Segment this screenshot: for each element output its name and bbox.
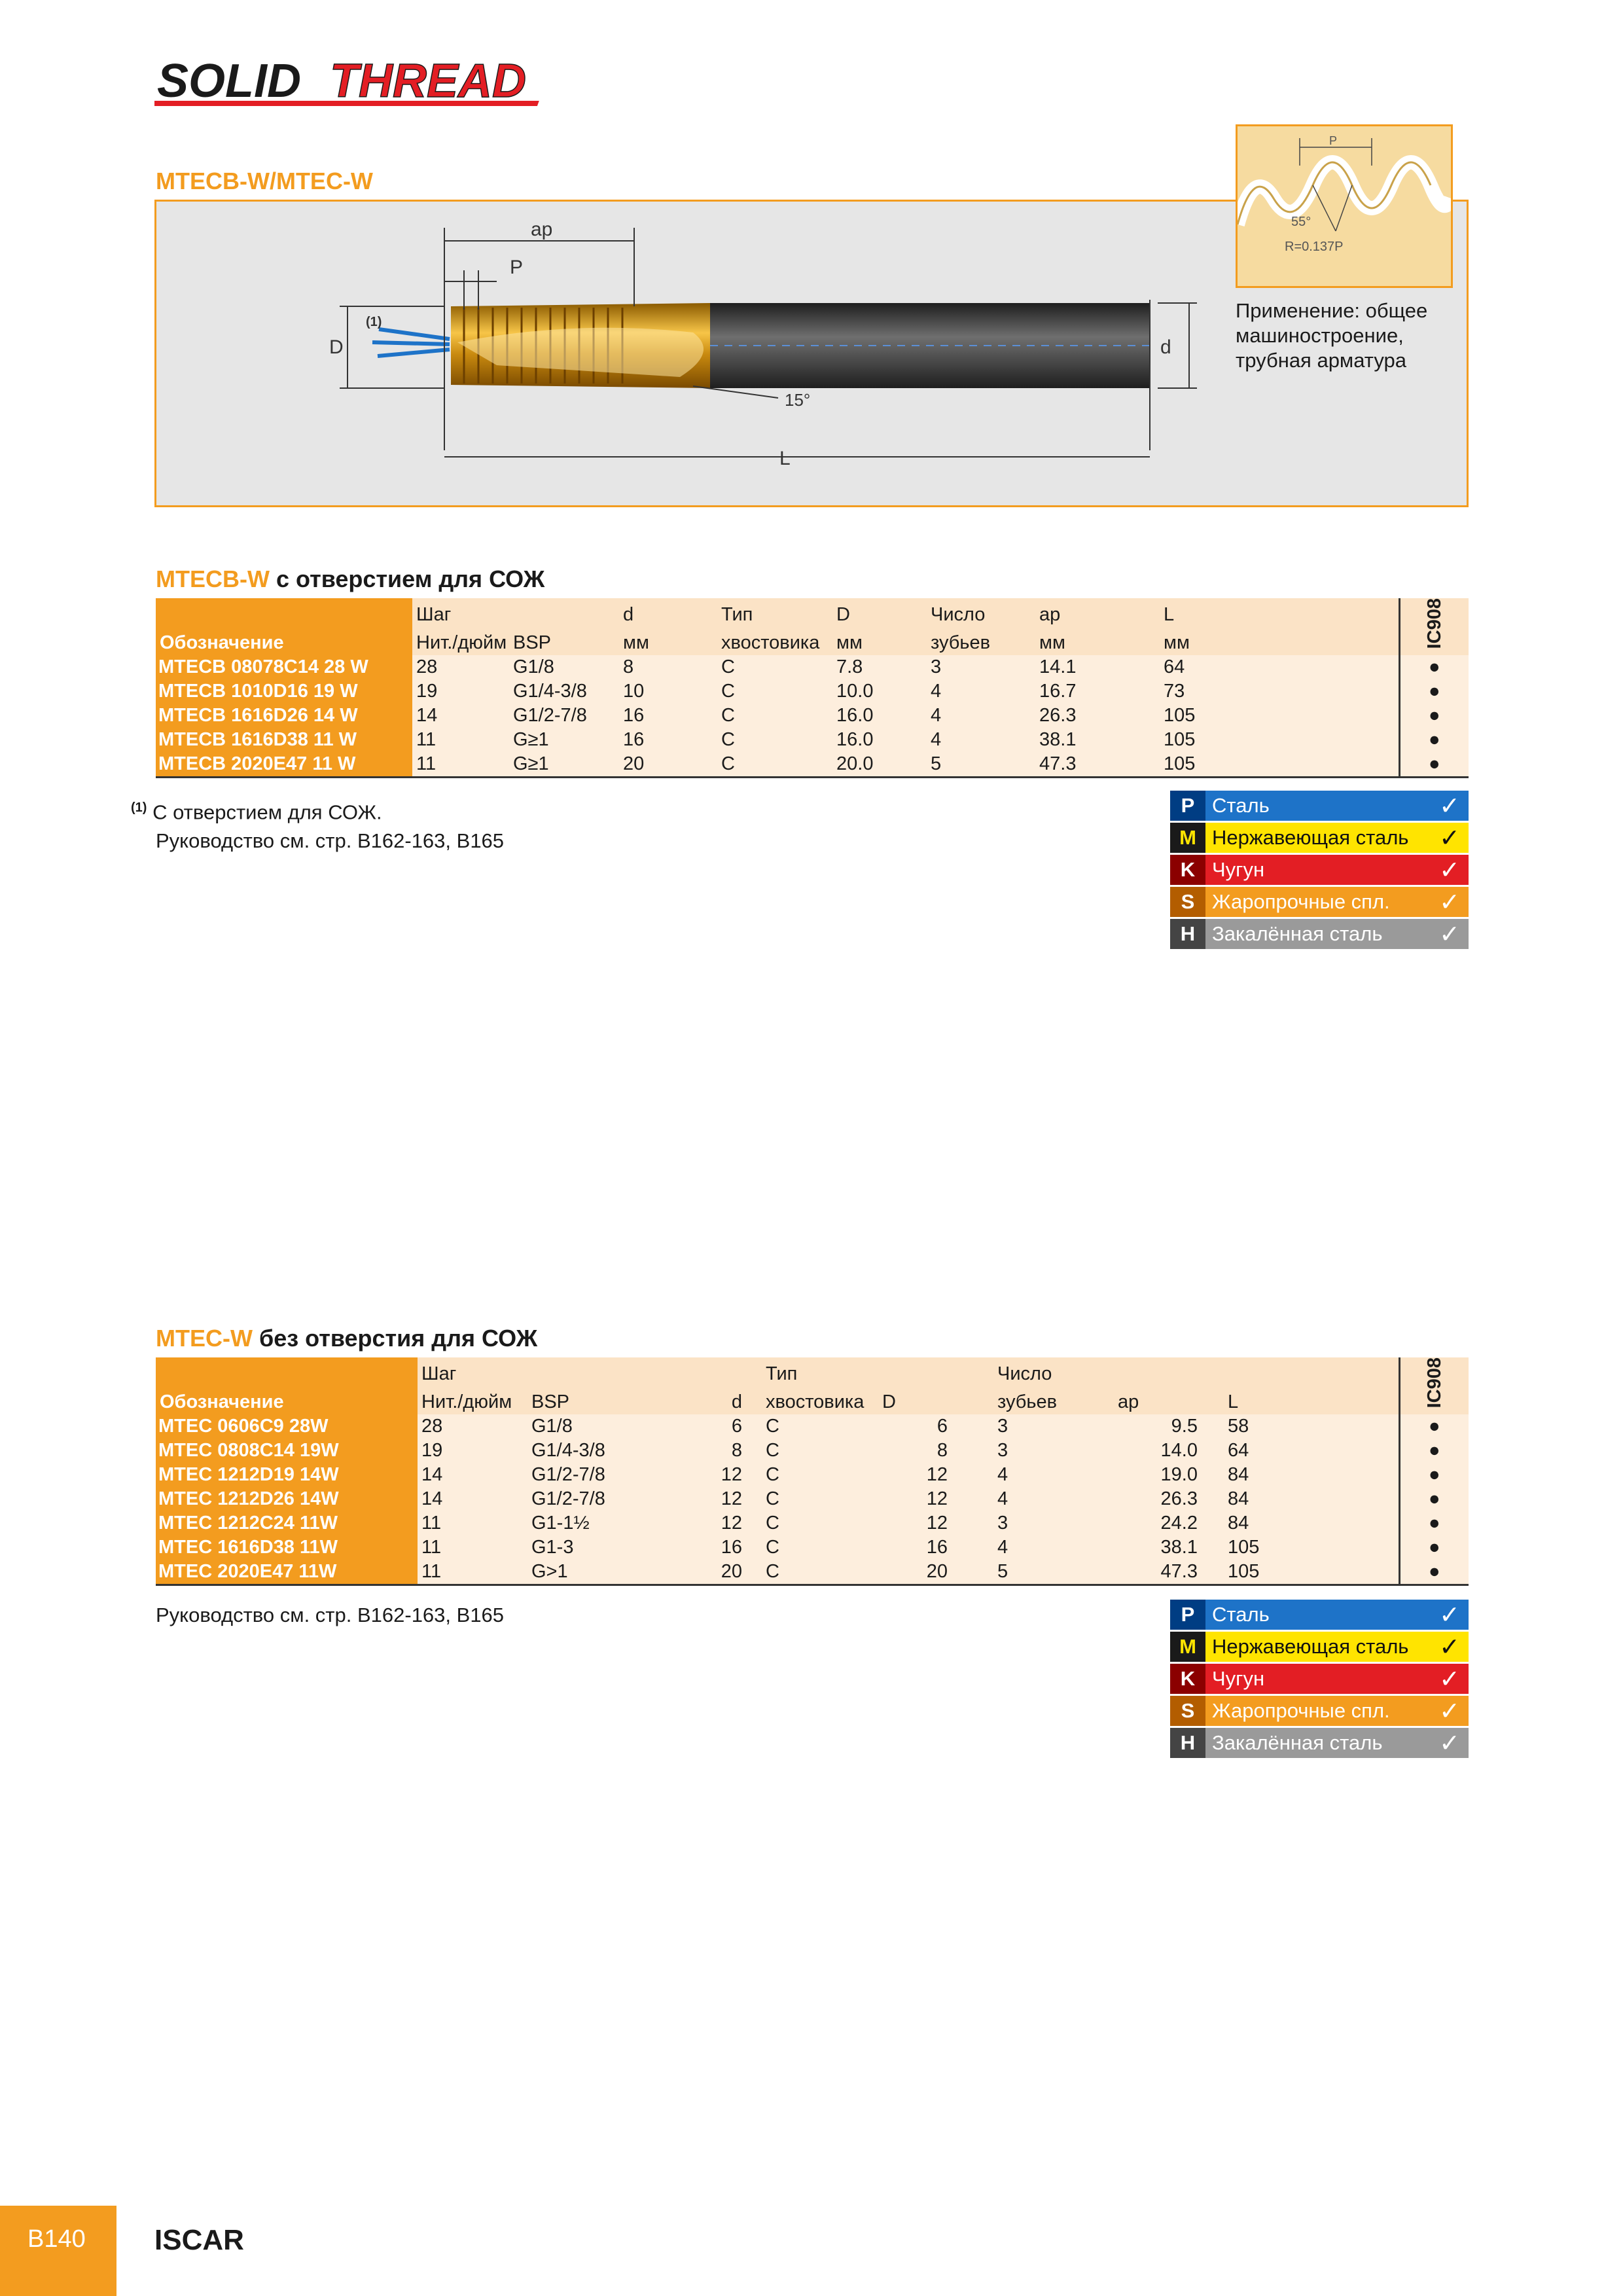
dim-angle: 15° bbox=[785, 390, 811, 410]
materials-legend-1 bbox=[1170, 791, 1469, 951]
thread-profile-inset bbox=[1236, 124, 1453, 288]
dim-D: D bbox=[329, 336, 344, 358]
table1: Шаг d Тип D Число ap L IC908 Обозначение Нит./дюйм BSP мм хвостовика мм зубьев мм мм MTECB 08078C14 28 W 28 G1/8 8 C 7.8 3 14.1 64 ● MTECB 1010D16 19 W 19 G1/4-3/8 10 C 10.0 4 16.7 73 ● MTECB 1616D26 14 W 14 G1/2-7/8 16 C 16.0 4 26.3 105 ● MTECB 1616D38 11 W 11 G≥1 16 C 16.0 4 38.1 105 ● MTECB 2020E47 11 W 11 G≥1 20 C 20.0 5 47.3 105 ● bbox=[156, 598, 1469, 778]
material-s: S Жаропрочные спл. ✓ bbox=[1170, 1696, 1469, 1728]
material-m: M Нержавеющая сталь ✓ bbox=[1170, 823, 1469, 855]
table2-title: MTEC-W без отверстия для СОЖ bbox=[156, 1325, 538, 1352]
page-number: B140 bbox=[27, 2225, 86, 2253]
table2-notes: Руководство см. стр. B162-163, B165 bbox=[156, 1604, 505, 1626]
grade-header: IC908 bbox=[1423, 1357, 1445, 1408]
table-row: MTECB 1010D16 19 W 19 G1/4-3/8 10 C 10.0 4 16.7 73 ● bbox=[156, 679, 1469, 704]
table-row: MTEC 0606C9 28W 28 G1/8 6 C 6 3 9.5 58 ● bbox=[156, 1414, 1469, 1439]
check-icon: ✓ bbox=[1431, 1728, 1469, 1758]
col-designation: Обозначение bbox=[156, 1386, 418, 1415]
check-icon: ✓ bbox=[1431, 1632, 1469, 1662]
material-m: M Нержавеющая сталь ✓ bbox=[1170, 1632, 1469, 1664]
application-text: Применение: общее машиностроение, трубная арматура bbox=[1236, 299, 1428, 372]
grade-header: IC908 bbox=[1423, 598, 1445, 649]
material-h: H Закалённая сталь ✓ bbox=[1170, 919, 1469, 951]
table-row: MTEC 1212D19 14W 14 G1/2-7/8 12 C 12 4 19.0 84 ● bbox=[156, 1463, 1469, 1487]
check-icon: ✓ bbox=[1431, 823, 1469, 853]
dim-d: d bbox=[1160, 336, 1171, 358]
logo-thread: THREAD bbox=[330, 55, 526, 107]
solidthread-logo bbox=[154, 54, 573, 113]
inset-angle: 55° bbox=[1291, 215, 1311, 229]
col-designation: Обозначение bbox=[156, 627, 412, 656]
table-row: MTEC 2020E47 11W 11 G>1 20 C 20 5 47.3 105 ● bbox=[156, 1560, 1469, 1585]
table1-title: MTECB-W с отверстием для СОЖ bbox=[156, 565, 545, 592]
table-row: MTECB 08078C14 28 W 28 G1/8 8 C 7.8 3 14.1 64 ● bbox=[156, 655, 1469, 679]
table-row: MTECB 1616D26 14 W 14 G1/2-7/8 16 C 16.0 4 26.3 105 ● bbox=[156, 704, 1469, 728]
check-icon: ✓ bbox=[1431, 855, 1469, 885]
material-k: K Чугун ✓ bbox=[1170, 855, 1469, 887]
check-icon: ✓ bbox=[1431, 1664, 1469, 1694]
material-s: S Жаропрочные спл. ✓ bbox=[1170, 887, 1469, 919]
check-icon: ✓ bbox=[1431, 919, 1469, 949]
inset-p: P bbox=[1329, 134, 1338, 147]
material-p: P Сталь ✓ bbox=[1170, 791, 1469, 823]
coolant-jets bbox=[372, 329, 450, 356]
drawing-note-ref: (1) bbox=[366, 315, 382, 329]
table-row: MTEC 0808C14 19W 19 G1/4-3/8 8 C 8 3 14.0 64 ● bbox=[156, 1439, 1469, 1463]
check-icon: ✓ bbox=[1431, 1600, 1469, 1630]
table-row: MTECB 1616D38 11 W 11 G≥1 16 C 16.0 4 38.1 105 ● bbox=[156, 728, 1469, 752]
material-p: P Сталь ✓ bbox=[1170, 1600, 1469, 1632]
material-h: H Закалённая сталь ✓ bbox=[1170, 1728, 1469, 1760]
table-row: MTECB 2020E47 11 W 11 G≥1 20 C 20.0 5 47.3 105 ● bbox=[156, 752, 1469, 778]
table-row: MTEC 1212C24 11W 11 G1-1½ 12 C 12 3 24.2 84 ● bbox=[156, 1511, 1469, 1535]
table-row: MTEC 1212D26 14W 14 G1/2-7/8 12 C 12 4 26.3 84 ● bbox=[156, 1487, 1469, 1511]
material-k: K Чугун ✓ bbox=[1170, 1664, 1469, 1696]
inset-radius: R=0.137P bbox=[1285, 240, 1344, 254]
section-title: MTECB-W/MTEC-W bbox=[156, 168, 373, 194]
materials-legend-2 bbox=[1170, 1600, 1469, 1760]
logo-solid: SOLID bbox=[157, 55, 302, 107]
check-icon: ✓ bbox=[1431, 1696, 1469, 1726]
dim-p: P bbox=[510, 257, 524, 278]
brand-name: ISCAR bbox=[154, 2224, 244, 2256]
table2: Шаг Тип Число IC908 Обозначение Нит./дюйм BSP d хвостовика D зубьев ap L MTEC 0606C9 28W 28 G1/8 6 C 6 3 9.5 58 ● MTEC 0808C14 19W 19 G1/4-3/8 8 C 8 3 14.0 64 ● MTEC 1212D19 14W 14 G1/2-7/8 12 C 12 4 19.0 84 ● MTEC 1212D26 14W 14 G1/2-7/8 12 C 12 4 26.3 84 ● MTEC 1212C24 11W 11 G1-1½ 12 C 12 3 24.2 84 ● MTEC 1616D38 11W 11 G1-3 16 C 16 4 38.1 105 ● MTEC 2020E47 11W 11 G>1 20 C 20 5 47.3 105 ● bbox=[156, 1357, 1469, 1586]
table-row: MTEC 1616D38 11W 11 G1-3 16 C 16 4 38.1 105 ● bbox=[156, 1535, 1469, 1560]
check-icon: ✓ bbox=[1431, 887, 1469, 917]
dim-L: L bbox=[779, 448, 791, 469]
table1-notes: $^{(1)}$ С отверстием для СОЖ. Руководство см. стр. B162-163, B165 bbox=[131, 800, 505, 853]
check-icon: ✓ bbox=[1431, 791, 1469, 821]
dim-ap: ap bbox=[531, 219, 553, 240]
